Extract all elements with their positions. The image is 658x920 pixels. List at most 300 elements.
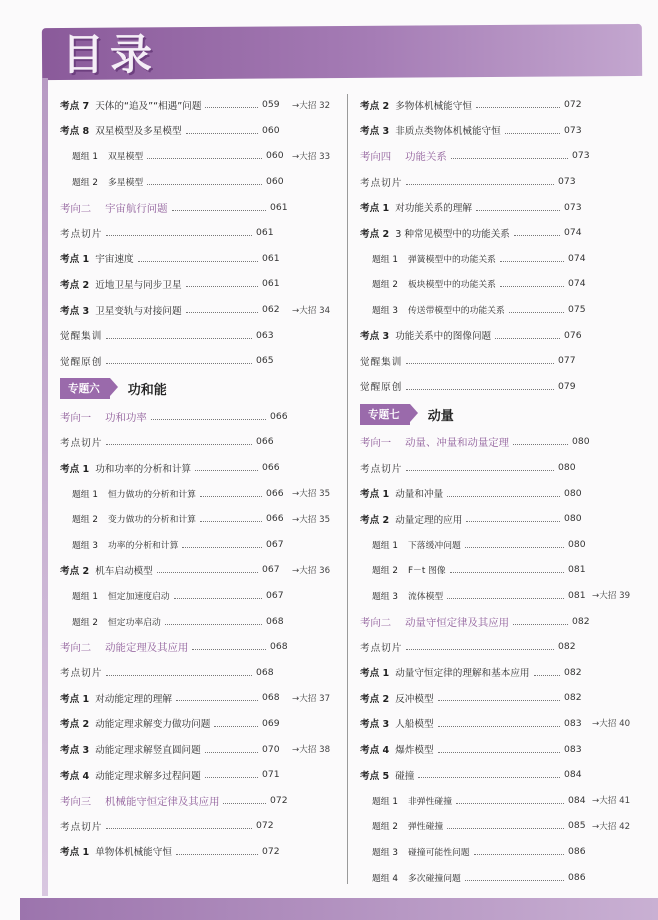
entry-title: 动能定理求解变力做功问题	[95, 719, 211, 731]
toc-entry[interactable]	[360, 532, 650, 558]
entry-label: 考点 3	[360, 719, 390, 731]
technique-ref[interactable]: →大招 41	[592, 796, 631, 807]
page-number: 082	[558, 641, 576, 653]
toc-left-column	[60, 92, 342, 864]
dot-leader	[418, 777, 560, 778]
technique-ref[interactable]: →大招 42	[592, 821, 631, 832]
topic-heading	[360, 399, 650, 429]
page-number: 072	[256, 820, 274, 832]
entry-label: 考向一	[60, 411, 92, 424]
entry-title: 多次碰撞问题	[408, 873, 461, 884]
topic-badge: 专题七	[360, 404, 410, 425]
toc-entry[interactable]	[60, 220, 342, 246]
toc-entry[interactable]	[360, 608, 650, 634]
dot-leader	[151, 419, 266, 420]
dot-leader	[505, 133, 560, 134]
entry-label: 题组 1	[72, 152, 98, 163]
page-number: 082	[572, 615, 590, 627]
entry-label: 考点切片	[60, 437, 103, 449]
toc-entry[interactable]	[360, 374, 650, 400]
toc-entry[interactable]	[360, 297, 650, 323]
dot-leader	[513, 444, 568, 445]
toc-entry[interactable]	[60, 143, 342, 169]
entry-title: 机车启动模型	[95, 565, 153, 577]
entry-title: 动量守恒定律及其应用	[405, 616, 510, 629]
dot-leader	[406, 470, 554, 471]
entry-label: 考点 5	[360, 770, 390, 782]
entry-title: 双星模型及多星模型	[95, 126, 182, 138]
entry-title: 动能定理求解竖直圆问题	[95, 745, 201, 757]
entry-title: 传送带模型中的功能关系	[408, 306, 505, 317]
entry-label: 题组 4	[372, 873, 398, 884]
toc-entry[interactable]	[60, 506, 342, 532]
toc-entry[interactable]	[60, 685, 342, 711]
dot-leader	[406, 649, 554, 650]
page-number: 061	[270, 201, 288, 213]
entry-title: 弹簧模型中的功能关系	[408, 254, 496, 265]
page-number: 067	[262, 564, 280, 576]
toc-entry[interactable]	[360, 220, 650, 246]
entry-title: 恒定功率启动	[108, 617, 161, 628]
dot-leader	[195, 470, 258, 471]
entry-label: 考点 1	[60, 693, 90, 705]
toc-entry[interactable]	[360, 685, 650, 711]
dot-leader	[406, 363, 554, 364]
entry-title: 非弹性碰撞	[408, 796, 452, 807]
toc-entry[interactable]	[360, 787, 650, 813]
dot-leader	[192, 649, 266, 650]
dot-leader	[406, 184, 554, 185]
technique-ref[interactable]: →大招 40	[592, 719, 631, 730]
entry-label: 考点 2	[60, 719, 90, 731]
toc-entry[interactable]	[60, 583, 342, 609]
toc-entry[interactable]	[60, 297, 342, 323]
page-number: 062	[262, 304, 280, 316]
entry-label: 考点 3	[60, 745, 90, 757]
entry-label: 考点 1	[360, 668, 390, 680]
entry-title: 碰撞	[395, 770, 415, 782]
technique-ref[interactable]: →大招 37	[292, 693, 331, 704]
entry-label: 题组 1	[372, 254, 398, 265]
entry-title: 动量、冲量和动量定理	[405, 437, 510, 450]
toc-entry[interactable]	[360, 194, 650, 220]
page-number: 084	[568, 794, 586, 806]
dot-leader	[456, 803, 564, 804]
toc-entry[interactable]	[360, 169, 650, 195]
toc-entry[interactable]	[60, 480, 342, 506]
entry-title: 3 种常见模型中的功能关系	[395, 228, 510, 240]
toc-entry[interactable]	[360, 583, 650, 609]
entry-title: 多星模型	[108, 178, 144, 189]
entry-label: 题组 3	[372, 306, 398, 317]
entry-title: 非质点类物体机械能守恒	[395, 126, 501, 138]
page-number: 071	[262, 769, 280, 781]
dot-leader	[514, 235, 560, 236]
page-number: 070	[262, 743, 280, 755]
entry-title: 对动能定理的理解	[95, 693, 172, 705]
dot-leader	[447, 496, 560, 497]
page-number: 080	[564, 487, 582, 499]
dot-leader	[176, 854, 258, 855]
dot-leader	[438, 752, 560, 753]
entry-label: 题组 3	[72, 540, 98, 551]
entry-label: 考点 1	[60, 254, 90, 266]
entry-label: 考点 1	[360, 203, 390, 215]
toc-entry[interactable]	[360, 813, 650, 839]
dot-leader	[447, 598, 564, 599]
dot-leader	[147, 158, 262, 159]
entry-label: 考点 1	[60, 463, 90, 475]
page-number: 077	[558, 355, 576, 367]
entry-label: 考点 1	[360, 489, 390, 501]
technique-ref[interactable]: →大招 38	[292, 745, 331, 756]
entry-label: 考点 3	[60, 305, 90, 317]
dot-leader	[147, 184, 262, 185]
page-number: 074	[564, 227, 582, 239]
entry-title: 动能定理求解多过程问题	[95, 770, 201, 782]
entry-title: F－t 图像	[408, 566, 446, 577]
page-number: 084	[564, 769, 582, 781]
toc-entry[interactable]	[60, 839, 342, 865]
entry-title: 弹性碰撞	[408, 822, 444, 833]
left-decor-bar	[42, 78, 48, 896]
toc-entry[interactable]	[60, 736, 342, 762]
toc-entry[interactable]	[60, 92, 342, 118]
toc-entry[interactable]	[360, 246, 650, 272]
entry-label: 觉醒集训	[60, 331, 103, 343]
page-number: 083	[564, 743, 582, 755]
dot-leader	[200, 521, 262, 522]
page-number: 076	[564, 329, 582, 341]
entry-title: 流体模型	[408, 591, 444, 602]
toc-entry[interactable]	[60, 271, 342, 297]
bottom-decor-bar	[20, 898, 658, 920]
dot-leader	[450, 572, 564, 573]
page-number: 074	[568, 278, 586, 290]
entry-label: 考点切片	[60, 228, 103, 240]
entry-label: 考向二	[60, 642, 92, 655]
page-number: 082	[564, 692, 582, 704]
page-number: 068	[270, 641, 288, 653]
toc-right-column	[360, 92, 650, 890]
entry-title: 恒力做功的分析和计算	[108, 489, 196, 500]
dot-leader	[509, 312, 564, 313]
dot-leader	[186, 286, 258, 287]
column-divider	[347, 94, 348, 884]
entry-label: 考点切片	[60, 668, 103, 680]
dot-leader	[165, 624, 262, 625]
page-title: 目录	[62, 30, 159, 79]
topic-badge: 专题六	[60, 378, 110, 399]
entry-label: 考点 4	[60, 770, 90, 782]
dot-leader	[465, 547, 564, 548]
entry-title: 人船模型	[395, 719, 434, 731]
entry-label: 考点 3	[360, 126, 390, 138]
technique-ref[interactable]: →大招 36	[292, 565, 331, 576]
page-number: 067	[266, 589, 284, 601]
entry-title: 动能定理及其应用	[105, 642, 189, 655]
entry-label: 考点 8	[60, 126, 90, 138]
entry-label: 考点切片	[360, 463, 403, 475]
entry-label: 题组 2	[372, 822, 398, 833]
toc-entry[interactable]	[360, 864, 650, 890]
toc-entry[interactable]	[60, 404, 342, 430]
page-number: 085	[568, 820, 586, 832]
dot-leader	[500, 261, 564, 262]
entry-title: 单物体机械能守恒	[95, 847, 172, 859]
dot-leader	[106, 338, 252, 339]
page-number: 072	[270, 794, 288, 806]
entry-label: 考点 1	[60, 847, 90, 859]
toc-entry[interactable]	[360, 634, 650, 660]
dot-leader	[106, 828, 252, 829]
toc-entry[interactable]	[360, 659, 650, 685]
toc-entry[interactable]	[60, 659, 342, 685]
page-number: 060	[266, 176, 284, 188]
dot-leader	[474, 854, 564, 855]
dot-leader	[138, 261, 258, 262]
page-number: 080	[572, 436, 590, 448]
toc-entry[interactable]	[60, 118, 342, 144]
page-number: 065	[256, 355, 274, 367]
page-number: 080	[568, 538, 586, 550]
entry-label: 题组 2	[72, 515, 98, 526]
entry-label: 题组 3	[372, 847, 398, 858]
dot-leader	[157, 572, 258, 573]
dot-leader	[106, 235, 252, 236]
page-number: 074	[568, 252, 586, 264]
toc-entry[interactable]	[60, 634, 342, 660]
toc-entry[interactable]	[360, 839, 650, 865]
entry-label: 考点切片	[60, 821, 103, 833]
page-number: 061	[262, 252, 280, 264]
dot-leader	[200, 496, 262, 497]
dot-leader	[534, 675, 560, 676]
toc-entry[interactable]	[60, 194, 342, 220]
dot-leader	[106, 675, 252, 676]
page-number: 073	[572, 150, 590, 162]
entry-title: 动量和冲量	[395, 489, 444, 501]
toc-entry[interactable]	[360, 506, 650, 532]
entry-title: 恒定加速度启动	[108, 591, 170, 602]
toc-entry[interactable]	[360, 322, 650, 348]
page-number: 073	[564, 124, 582, 136]
entry-title: 下落缓冲问题	[408, 540, 461, 551]
toc-entry[interactable]	[60, 711, 342, 737]
entry-label: 题组 2	[72, 178, 98, 189]
toc-entry[interactable]	[60, 169, 342, 195]
dot-leader	[438, 726, 560, 727]
entry-label: 考点 2	[360, 514, 390, 526]
entry-title: 功和功率	[105, 411, 147, 424]
entry-title: 天体的“追及”“相遇”问题	[95, 100, 202, 112]
entry-label: 考点切片	[360, 642, 403, 654]
page-number: 067	[266, 538, 284, 550]
toc-entry[interactable]	[60, 322, 342, 348]
toc-entry[interactable]	[60, 608, 342, 634]
dot-leader	[495, 338, 560, 339]
entry-label: 题组 1	[72, 489, 98, 500]
dot-leader	[447, 828, 564, 829]
entry-label: 考点切片	[360, 177, 403, 189]
page-number: 082	[564, 666, 582, 678]
toc-entry[interactable]	[60, 532, 342, 558]
dot-leader	[451, 158, 568, 159]
dot-leader	[438, 700, 560, 701]
dot-leader	[205, 777, 258, 778]
page-number: 086	[568, 845, 586, 857]
entry-label: 考向二	[360, 616, 392, 629]
page-number: 079	[558, 380, 576, 392]
page-number: 069	[262, 717, 280, 729]
toc-entry[interactable]	[60, 429, 342, 455]
toc-entry[interactable]	[360, 455, 650, 481]
dot-leader	[465, 880, 564, 881]
entry-title: 多物体机械能守恒	[395, 100, 472, 112]
entry-label: 觉醒原创	[60, 356, 103, 368]
technique-ref[interactable]: →大招 33	[292, 151, 331, 162]
page-number: 066	[266, 487, 284, 499]
technique-ref[interactable]: →大招 32	[292, 100, 331, 111]
topic-heading	[60, 374, 342, 404]
page-number: 066	[256, 436, 274, 448]
page-number: 068	[256, 666, 274, 678]
toc-entry[interactable]	[60, 762, 342, 788]
entry-label: 考点 2	[360, 693, 390, 705]
page-number: 060	[266, 150, 284, 162]
page-number: 061	[256, 227, 274, 239]
entry-label: 考点 2	[360, 100, 390, 112]
entry-title: 反冲模型	[395, 693, 434, 705]
topic-title: 功和能	[127, 383, 167, 399]
page-number: 068	[262, 692, 280, 704]
toc-entry[interactable]	[360, 118, 650, 144]
toc-entry[interactable]	[60, 455, 342, 481]
page-number: 072	[262, 845, 280, 857]
page-number: 066	[270, 410, 288, 422]
page-number: 073	[564, 201, 582, 213]
page-number: 061	[262, 278, 280, 290]
dot-leader	[182, 547, 262, 548]
entry-title: 动量定理的应用	[395, 514, 463, 526]
entry-title: 宇宙航行问题	[105, 202, 168, 215]
dot-leader	[513, 624, 568, 625]
entry-label: 题组 2	[372, 566, 398, 577]
dot-leader	[223, 803, 266, 804]
entry-label: 题组 1	[72, 591, 98, 602]
technique-ref[interactable]: →大招 35	[292, 514, 331, 525]
toc-entry[interactable]	[360, 271, 650, 297]
entry-title: 变力做功的分析和计算	[108, 515, 196, 526]
page-number: 072	[564, 99, 582, 111]
page-number: 059	[262, 99, 280, 111]
toc-entry[interactable]	[360, 92, 650, 118]
entry-label: 考点 2	[60, 279, 90, 291]
entry-title: 卫星变轨与对接问题	[95, 305, 182, 317]
dot-leader	[106, 444, 252, 445]
entry-label: 考点 4	[360, 745, 390, 757]
dot-leader	[205, 752, 258, 753]
page-number: 081	[568, 564, 586, 576]
entry-title: 爆炸模型	[395, 745, 434, 757]
entry-title: 板块模型中的功能关系	[408, 280, 496, 291]
page-number: 063	[256, 329, 274, 341]
page-number: 060	[262, 124, 280, 136]
entry-label: 考点 2	[60, 565, 90, 577]
page-number: 066	[266, 513, 284, 525]
entry-title: 功率的分析和计算	[108, 540, 179, 551]
page-number: 086	[568, 871, 586, 883]
dot-leader	[466, 521, 560, 522]
entry-title: 功和功率的分析和计算	[95, 463, 192, 475]
page-number: 080	[558, 462, 576, 474]
entry-title: 对功能关系的理解	[395, 203, 472, 215]
dot-leader	[174, 598, 262, 599]
toc-entry[interactable]	[360, 711, 650, 737]
entry-label: 考点 3	[360, 331, 390, 343]
entry-label: 题组 3	[372, 591, 398, 602]
page-number: 081	[568, 589, 586, 601]
technique-ref[interactable]: →大招 34	[292, 305, 331, 316]
entry-title: 近地卫星与同步卫星	[95, 279, 182, 291]
toc-entry[interactable]	[360, 762, 650, 788]
entry-label: 考点 7	[60, 100, 90, 112]
entry-label: 题组 1	[372, 796, 398, 807]
toc-entry[interactable]	[360, 143, 650, 169]
dot-leader	[106, 363, 252, 364]
entry-title: 功能关系	[405, 151, 447, 164]
page-number: 073	[558, 176, 576, 188]
dot-leader	[186, 133, 258, 134]
dot-leader	[172, 210, 266, 211]
dot-leader	[186, 312, 258, 313]
dot-leader	[176, 700, 258, 701]
dot-leader	[406, 389, 554, 390]
technique-ref[interactable]: →大招 39	[592, 591, 631, 602]
dot-leader	[500, 286, 564, 287]
toc-entry[interactable]	[60, 813, 342, 839]
entry-label: 考向四	[360, 151, 392, 164]
entry-title: 机械能守恒定律及其应用	[105, 795, 220, 808]
entry-title: 功能关系中的图像问题	[395, 331, 492, 343]
toc-entry[interactable]	[360, 480, 650, 506]
toc-entry[interactable]	[60, 348, 342, 374]
toc-entry[interactable]	[60, 246, 342, 272]
dot-leader	[205, 107, 258, 108]
entry-title: 宇宙速度	[95, 254, 134, 266]
toc-entry[interactable]	[360, 429, 650, 455]
toc-entry[interactable]	[60, 787, 342, 813]
dot-leader	[214, 726, 258, 727]
entry-title: 双星模型	[108, 152, 144, 163]
technique-ref[interactable]: →大招 35	[292, 489, 331, 500]
page-number: 068	[266, 615, 284, 627]
toc-entry[interactable]	[360, 348, 650, 374]
toc-entry[interactable]	[360, 736, 650, 762]
entry-label: 考向二	[60, 202, 92, 215]
entry-label: 考向三	[60, 795, 92, 808]
toc-entry[interactable]	[60, 557, 342, 583]
entry-label: 题组 2	[372, 280, 398, 291]
entry-label: 觉醒集训	[360, 356, 403, 368]
toc-entry[interactable]	[360, 557, 650, 583]
dot-leader	[476, 107, 560, 108]
entry-label: 题组 2	[72, 617, 98, 628]
entry-label: 考点 2	[360, 228, 390, 240]
dot-leader	[476, 210, 560, 211]
topic-title: 动量	[427, 408, 454, 424]
entry-label: 题组 1	[372, 540, 398, 551]
